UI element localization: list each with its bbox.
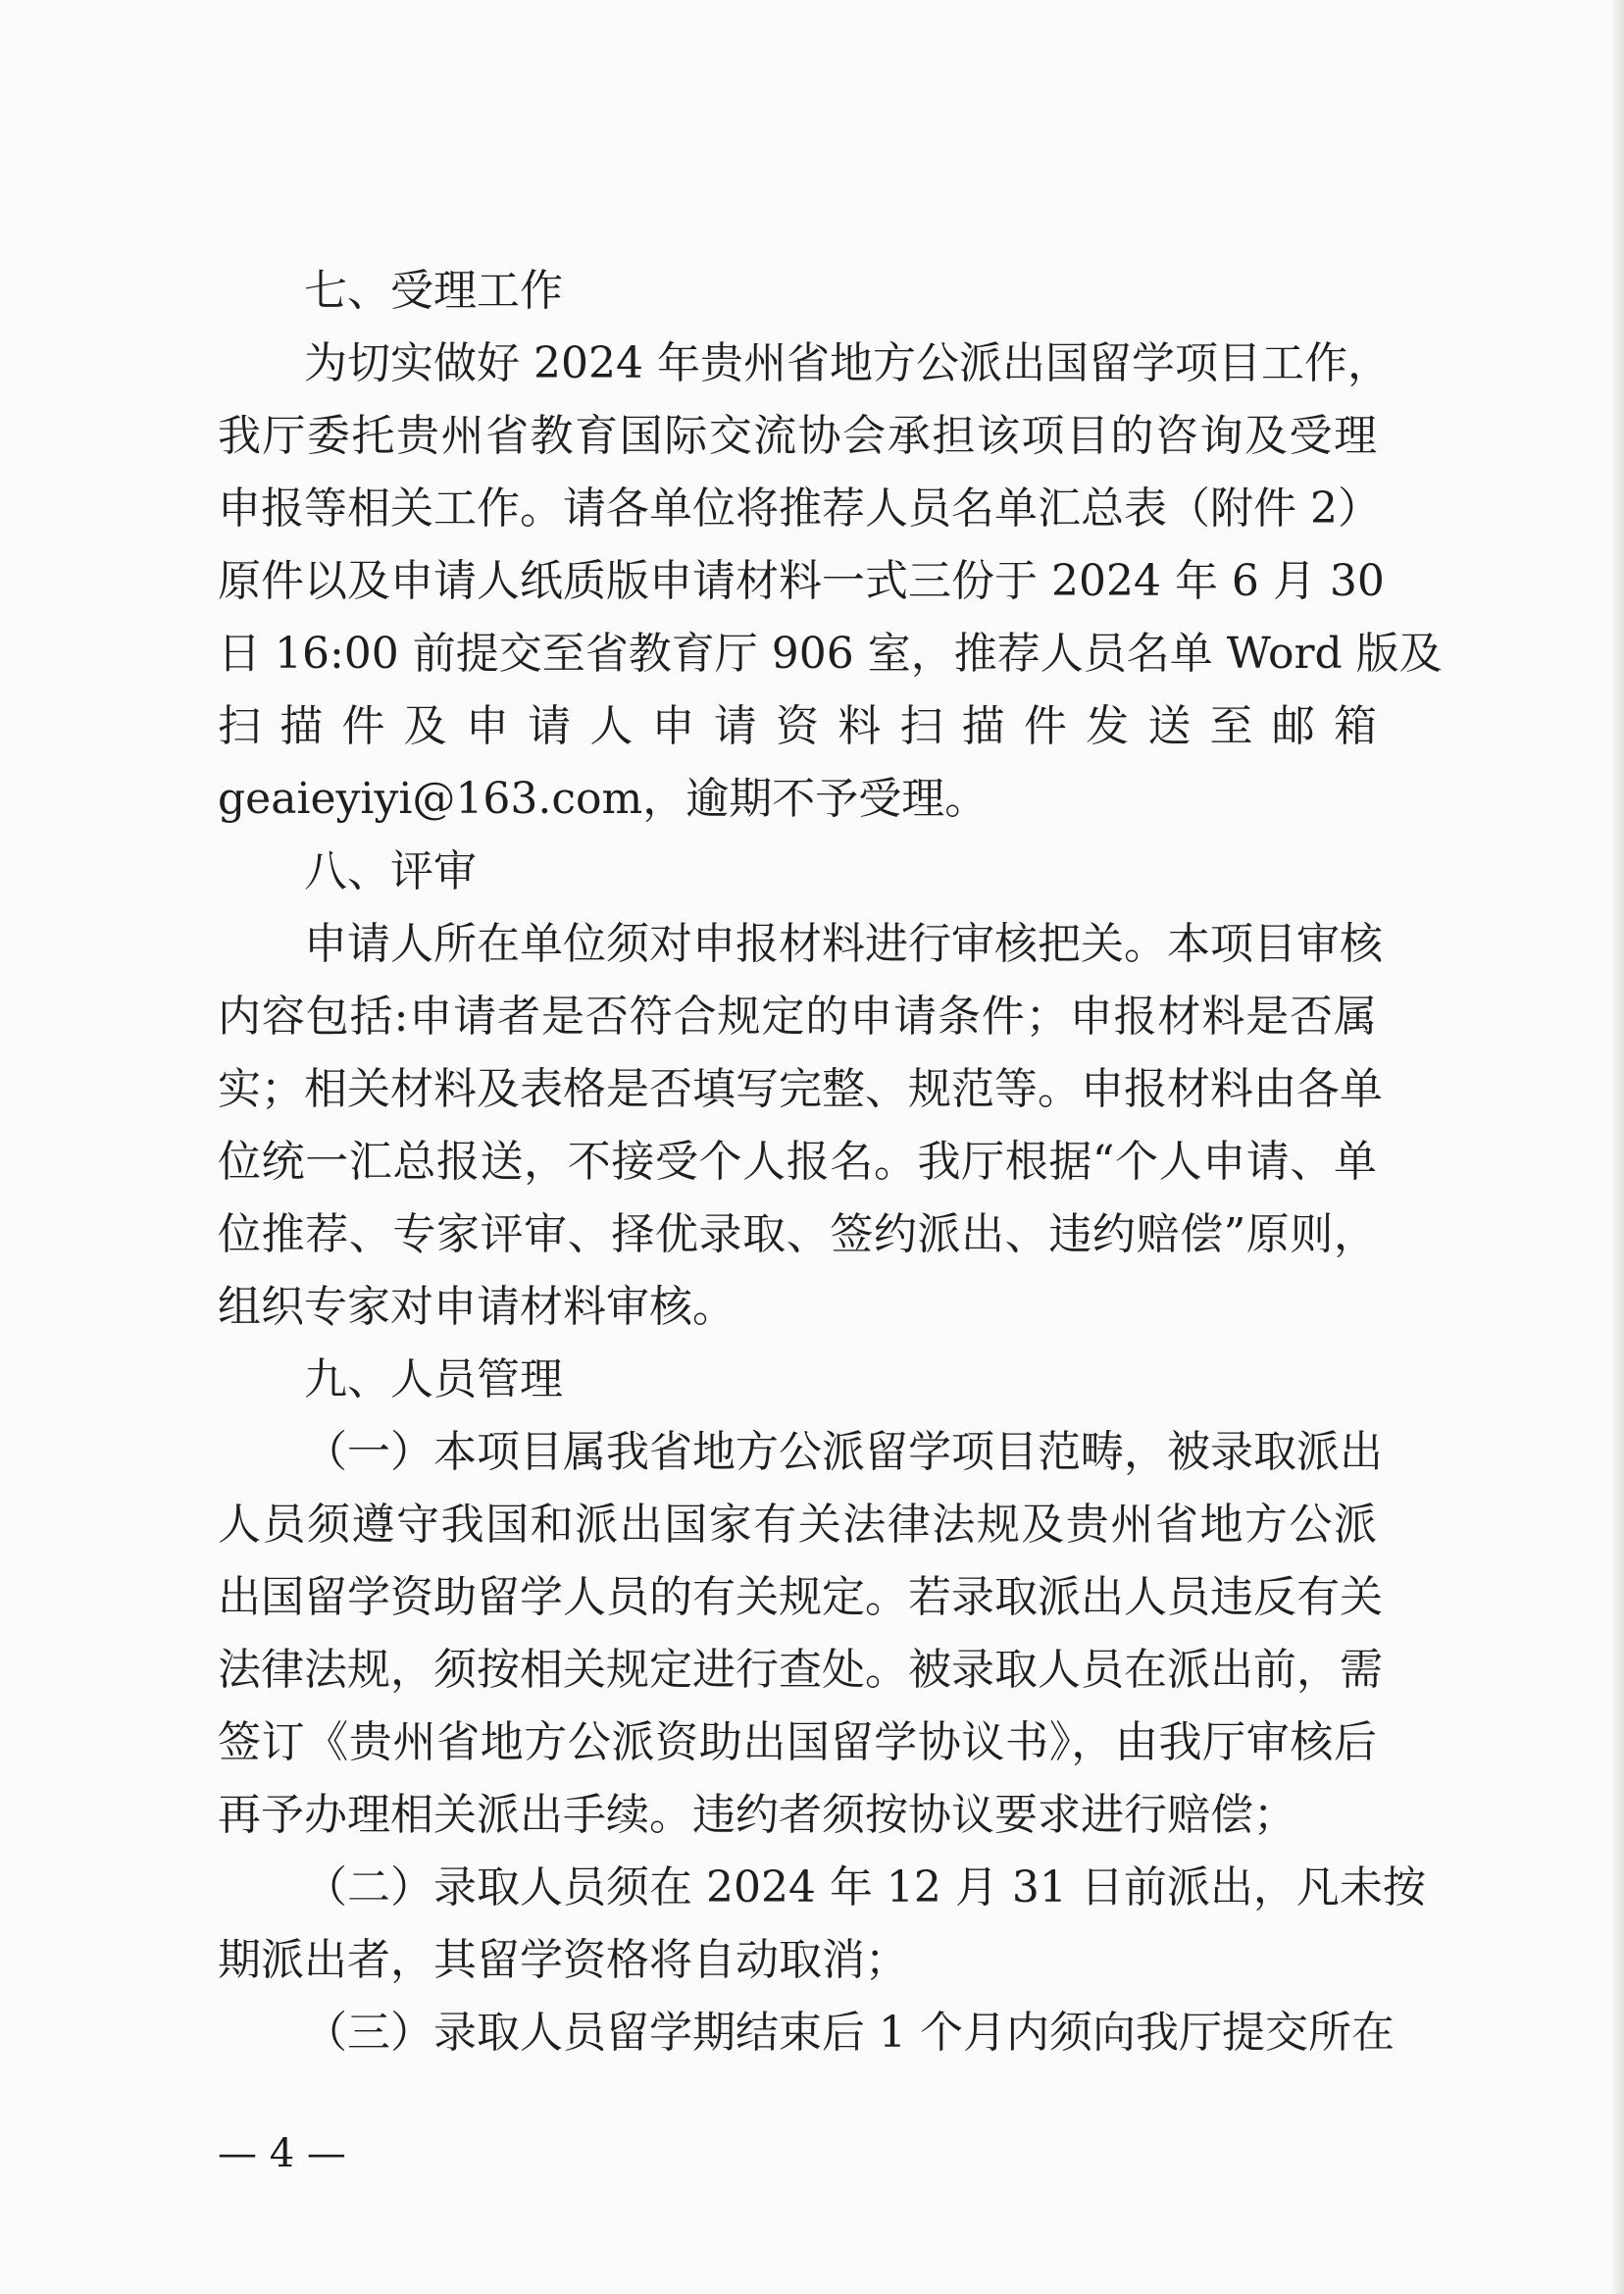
paragraph-line: 再予办理相关派出手续。违约者须按协议要求进行赔偿； [218, 1790, 1296, 1840]
paragraph [218, 908, 1383, 1344]
paragraph-line: 出国留学资助留学人员的有关规定。若录取派出人员违反有关 [218, 1572, 1383, 1622]
paragraph-line: 申请人所在单位须对申报材料进行审核把关。本项目审核 [304, 919, 1383, 969]
paragraph-line: 实；相关材料及表格是否填写完整、规范等。申报材料由各单 [218, 1064, 1383, 1114]
section-heading-8: 八、评审 [304, 846, 477, 896]
document-body [218, 255, 1443, 2069]
paragraph-line: 申报等相关工作。请各单位将推荐人员名单汇总表（附件 2） [218, 484, 1381, 534]
paragraph-line: 原件以及申请人纸质版申请材料一式三份于 2024 年 6 月 30 [218, 556, 1385, 606]
paragraph-line: 内容包括:申请者是否符合规定的申请条件；申报材料是否属 [218, 992, 1377, 1042]
paragraph-line: 位统一汇总报送，不接受个人报名。我厅根据“个人申请、单 [218, 1137, 1377, 1187]
paragraph-line: 法律法规，须按相关规定进行查处。被录取人员在派出前，需 [218, 1645, 1383, 1695]
paragraph-line: 签订《贵州省地方公派资助出国留学协议书》，由我厅审核后 [218, 1717, 1377, 1767]
paragraph-line: 日 16:00 前提交至省教育厅 906 室，推荐人员名单 Word 版及 [218, 629, 1443, 679]
paragraph-line: 位推荐、专家评审、择优录取、签约派出、违约赔偿”原则， [218, 1209, 1377, 1259]
page-number: — 4 — [218, 2131, 346, 2176]
paragraph-line: 组织专家对申请材料审核。 [218, 1282, 736, 1332]
paragraph [218, 328, 1443, 836]
paragraph-line: 我厅委托贵州省教育国际交流协会承担该项目的咨询及受理 [218, 411, 1377, 461]
paragraph-line: 期派出者，其留学资格将自动取消； [218, 1935, 908, 1985]
paragraph-line: 人员须遵守我国和派出国家有关法律法规及贵州省地方公派 [218, 1500, 1377, 1550]
paragraph [218, 1997, 1395, 2069]
paragraph-line: geaieyiyi@163.com，逾期不予受理。 [218, 774, 989, 824]
section-heading-7: 七、受理工作 [304, 266, 563, 316]
section-heading-9: 九、人员管理 [304, 1354, 563, 1404]
paragraph-line: 为切实做好 2024 年贵州省地方公派出国留学项目工作， [304, 338, 1391, 388]
paragraph-line: 扫描件及申请人申请资料扫描件发送至邮箱 [218, 701, 1377, 751]
paragraph-line: （三）录取人员留学期结束后 1 个月内须向我厅提交所在 [304, 2008, 1395, 2058]
paragraph [218, 1852, 1426, 1997]
scan-edge-shadow [1610, 0, 1624, 2294]
paragraph-line: （二）录取人员须在 2024 年 12 月 31 日前派出，凡未按 [304, 1862, 1426, 1912]
paragraph [218, 1416, 1383, 1852]
paragraph-line: （一）本项目属我省地方公派留学项目范畴，被录取派出 [304, 1427, 1383, 1477]
